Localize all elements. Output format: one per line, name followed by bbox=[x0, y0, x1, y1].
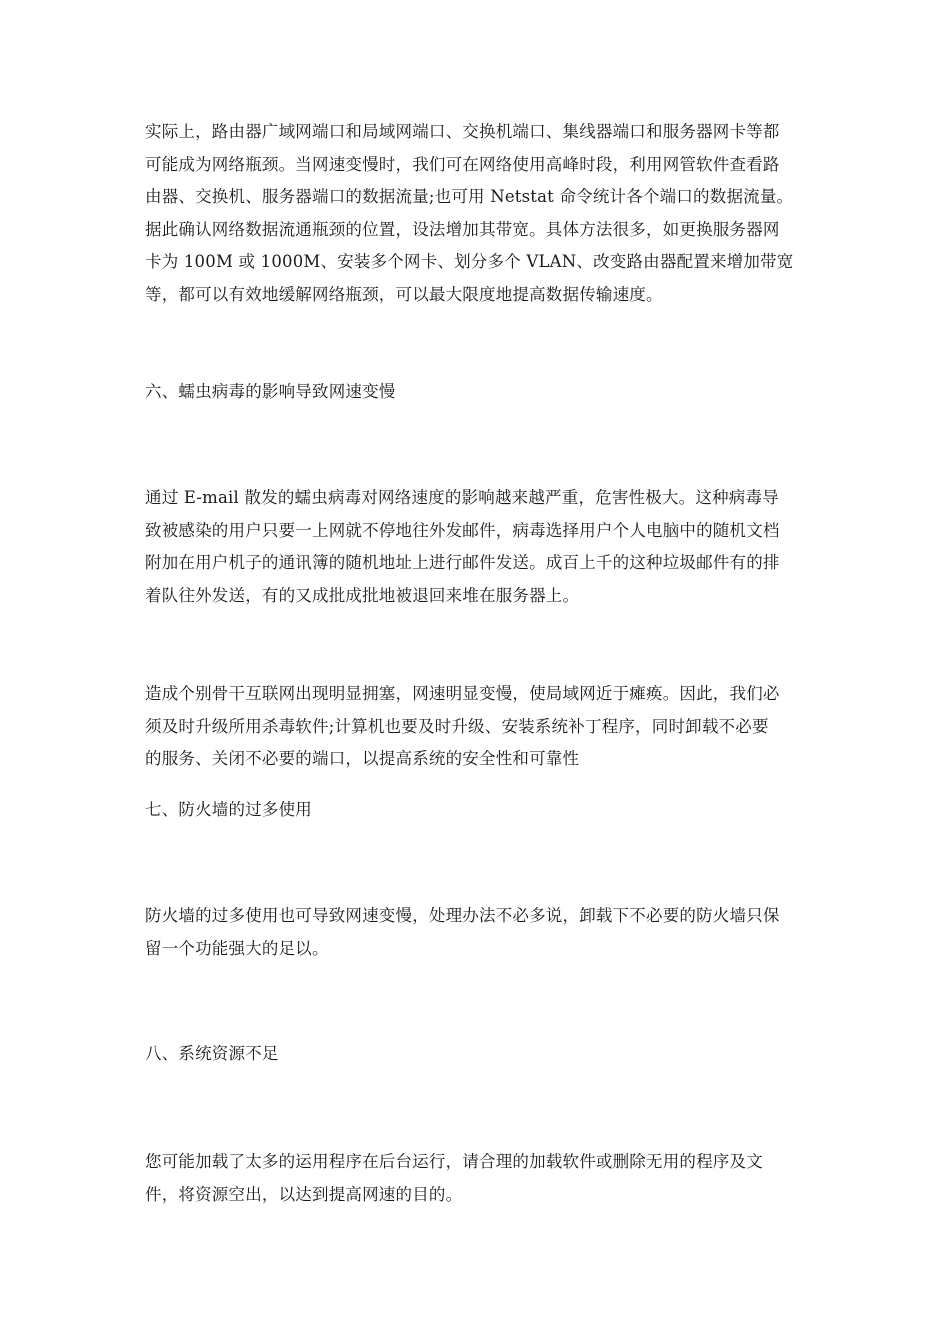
text-line: 实际上，路由器广域网端口和局域网端口、交换机端口、集线器端口和服务器网卡等都 bbox=[145, 122, 780, 141]
paragraph-firewall bbox=[145, 900, 810, 965]
text-line: 据此确认网络数据流通瓶颈的位置，设法增加其带宽。具体方法很多，如更换服务器网 bbox=[145, 219, 780, 239]
text-line: 您可能加载了太多的运用程序在后台运行，请合理的加载软件或删除无用的程序及文 bbox=[145, 1152, 763, 1171]
paragraph-system-resources bbox=[145, 1146, 810, 1211]
paragraph-network-bottleneck bbox=[145, 116, 810, 312]
text-line: 留一个功能强大的足以。 bbox=[145, 938, 329, 958]
text-line: 的服务、关闭不必要的端口，以提高系统的安全性和可靠性 bbox=[145, 749, 580, 769]
text-line: 致被感染的用户只要一上网就不停地往外发邮件，病毒选择用户个人电脑中的随机文档 bbox=[145, 520, 780, 540]
text-line: 防火墙的过多使用也可导致网速变慢，处理办法不必多说，卸载下不必要的防火墙只保 bbox=[145, 906, 780, 925]
text-line: 着队往外发送，有的又成批成批地被退回来堆在服务器上。 bbox=[145, 585, 580, 605]
text-line: 须及时升级所用杀毒软件;计算机也要及时升级、安装系统补丁程序，同时卸载不必要 bbox=[145, 716, 769, 736]
text-line: 卡为 100M 或 1000M、安装多个网卡、划分多个 VLAN、改变路由器配置来增加带宽 bbox=[145, 252, 794, 272]
section-heading-7: 七、防火墙的过多使用 bbox=[145, 800, 312, 819]
text-line: 可能成为网络瓶颈。当网速变慢时，我们可在网络使用高峰时段，利用网管软件查看路 bbox=[145, 154, 780, 174]
section-heading-8: 八、系统资源不足 bbox=[145, 1044, 279, 1063]
text-line: 等，都可以有效地缓解网络瓶颈，可以最大限度地提高数据传输速度。 bbox=[145, 284, 663, 304]
paragraph-congestion bbox=[145, 678, 810, 776]
text-line: 件，将资源空出，以达到提高网速的目的。 bbox=[145, 1184, 463, 1204]
text-line: 造成个别骨干互联网出现明显拥塞，网速明显变慢，使局域网近于瘫痪。因此，我们必 bbox=[145, 684, 780, 703]
text-line: 附加在用户机子的通讯簿的随机地址上进行邮件发送。成百上千的这种垃圾邮件有的排 bbox=[145, 553, 780, 573]
text-line: 由器、交换机、服务器端口的数据流量;也可用 Netstat 命令统计各个端口的数据流量。 bbox=[145, 187, 794, 207]
text-line: 通过 E-mail 散发的蠕虫病毒对网络速度的影响越来越严重，危害性极大。这种病毒导 bbox=[145, 488, 779, 507]
paragraph-worm-virus bbox=[145, 482, 810, 612]
section-heading-6: 六、蠕虫病毒的影响导致网速变慢 bbox=[145, 382, 396, 401]
